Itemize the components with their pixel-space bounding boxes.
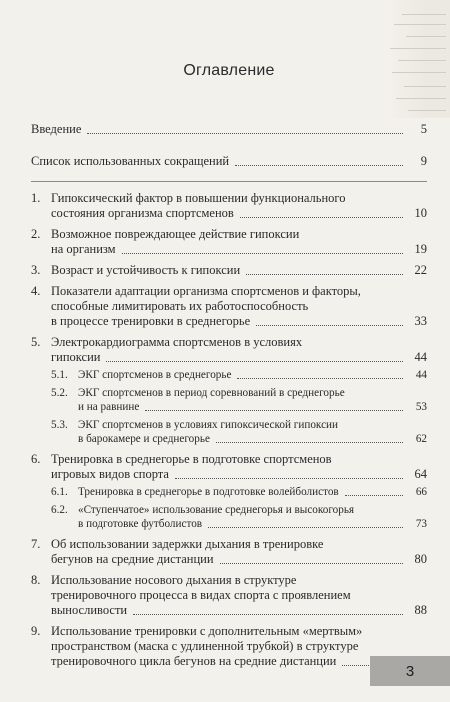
entry-title-line: гипоксии [51,350,101,364]
page-ref: 44 [414,350,427,364]
entry-title-line: ЭКГ спортсменов в условиях гипоксической гипоксии [78,419,339,431]
toc-chapter-entry [31,537,427,567]
entry-title-line: тренировочного цикла бегунов на средние дистанции [51,654,337,668]
page-ref: 88 [414,603,427,617]
entry-title-line: «Ступенчатое» использование среднегорья и высокогорья [78,504,355,516]
page-ref: 62 [415,433,427,445]
subsection-number: 6.2. [51,504,68,516]
entry-title-line: Показатели адаптации организма спортсменов и факторы, [51,284,361,298]
toc-chapter-entry [31,624,427,669]
page-ref: 5 [420,122,427,136]
page-number: 3 [370,656,450,686]
entry-title-line: Возраст и устойчивость к гипоксии [51,263,241,277]
subsection-number: 5.2. [51,387,68,399]
toc-chapter-entry [31,452,427,482]
entry-title-line: Электрокардиограмма спортсменов в условиях [51,335,303,349]
entry-title-line: ЭКГ спортсменов в период соревнований в среднегорье [78,387,345,399]
chapter-number: 9. [31,624,41,638]
entry-title-line: Использование носового дыхания в структуре [51,573,297,587]
chapter-list [31,191,427,669]
toc-chapter-entry [31,335,427,365]
table-of-contents [31,62,427,675]
entry-title-line: в барокамере и среднегорье [78,433,210,445]
page-ref: 64 [414,467,427,481]
toc-chapter-entry [31,263,427,278]
toc-entry-intro: Введение 5 [31,122,427,136]
toc-chapter-entry [31,191,427,221]
entry-title-line: Гипоксический фактор в повышении функционального [51,191,346,205]
entry-title-line: Возможное повреждающее действие гипоксии [51,227,300,241]
entry-title-line: Использование тренировки с дополнительным «мертвым» [51,624,363,638]
separator-line [31,181,427,182]
chapter-number: 1. [31,191,41,205]
subsection-number: 6.1. [51,486,68,498]
entry-title-line: ЭКГ спортсменов в среднегорье [78,369,232,381]
chapter-number: 8. [31,573,41,587]
entry-title-line: Тренировка в среднегорье в подготовке волейболистов [78,486,339,498]
subsection-number: 5.1. [51,369,68,381]
page-ref: 9 [420,154,427,168]
entry-title-line: в подготовке футболистов [78,518,203,530]
chapter-number: 2. [31,227,41,241]
entry-title-line: и на равнине [78,401,140,413]
page-ref: 22 [414,263,427,277]
entry-title-line: Об использовании задержки дыхания в тренировке [51,537,324,551]
page-ref: 80 [414,552,427,566]
entry-title-line: пространством (маска с удлиненной трубкой) в структуре [51,639,359,653]
entry-title-line: выносливости [51,603,128,617]
chapter-number: 6. [31,452,41,466]
toc-subsection-entry [51,503,427,531]
entry-title-line: тренировочного процесса в видах спорта с проявлением [51,588,351,602]
chapter-number: 7. [31,537,41,551]
toc-chapter-entry [31,573,427,618]
page-ref: 19 [414,242,427,256]
page-ref: 10 [414,206,427,220]
entry-title-line: игровых видов спорта [51,467,169,481]
page-ref: 44 [415,369,427,381]
toc-subsection-entry [51,386,427,414]
page-ref: 53 [415,401,427,413]
toc-chapter-entry [31,227,427,257]
entry-title-line: на организм [51,242,116,256]
toc-subsection-entry [51,418,427,446]
entry-title-line: способные лимитировать их работоспособность [51,299,309,313]
toc-chapter-entry [31,284,427,329]
chapter-number: 4. [31,284,41,298]
entry-title-line: Тренировка в среднегорье в подготовке спортсменов [51,452,332,466]
toc-subsection-entry [51,485,427,499]
page-title: Оглавление [183,62,275,79]
entry-title-line: в процессе тренировки в среднегорье [51,314,251,328]
entry-title-line: состояния организма спортсменов [51,206,234,220]
page-ref: 66 [415,486,427,498]
toc-subsection-entry [51,368,427,382]
chapter-number: 5. [31,335,41,349]
page-ref: 33 [414,314,427,328]
subsection-number: 5.3. [51,419,68,431]
page-ref: 73 [415,518,427,530]
entry-title-line: бегунов на средние дистанции [51,552,214,566]
toc-entry-abbreviations: Список использованных сокращений 9 [31,154,427,168]
chapter-number: 3. [31,263,41,277]
